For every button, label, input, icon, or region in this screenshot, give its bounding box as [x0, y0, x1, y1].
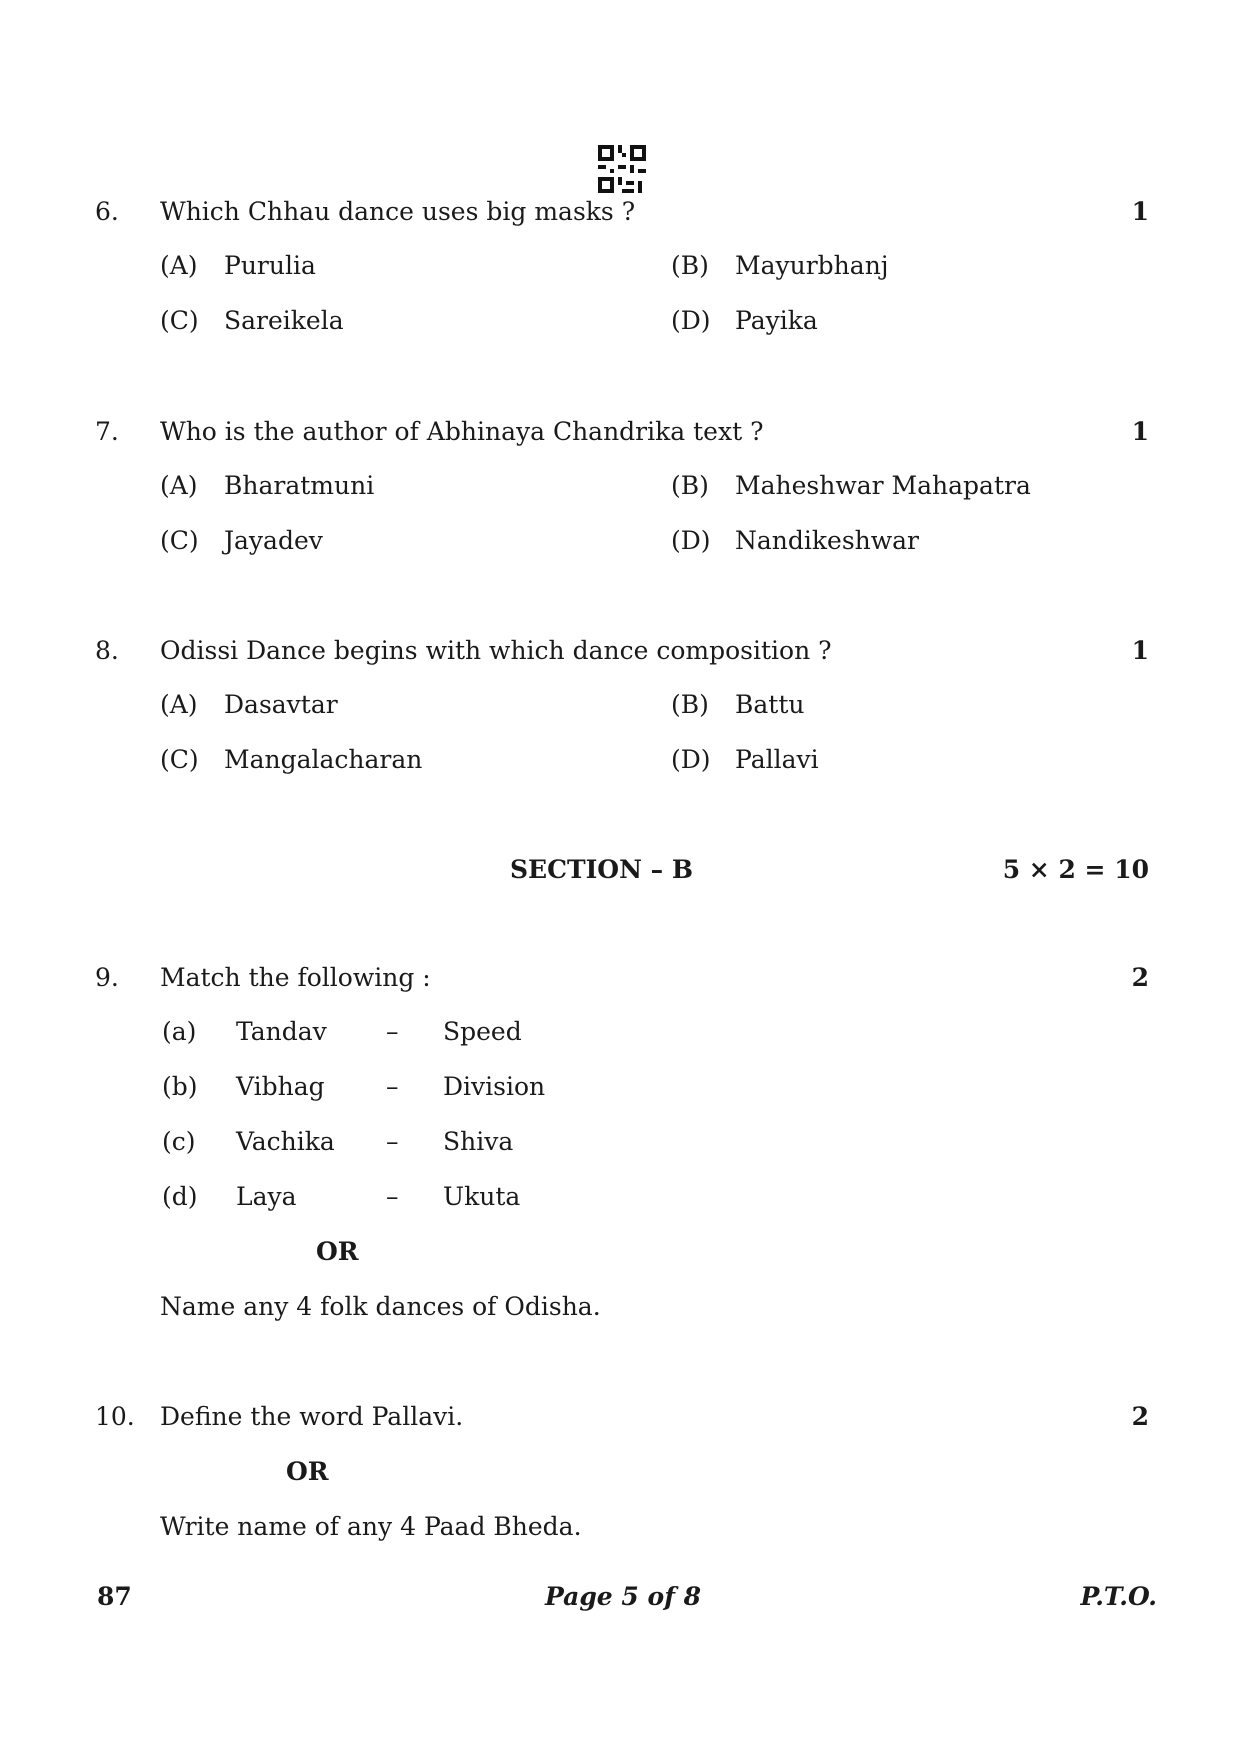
match-label: (d): [162, 1182, 198, 1211]
option-label: (B): [671, 471, 709, 500]
option-text: Jayadev: [224, 526, 323, 555]
question-text: Which Chhau dance uses big masks ?: [160, 197, 636, 226]
match-dash: –: [386, 1017, 399, 1046]
option-label: (C): [160, 306, 199, 335]
alternative-question: Write name of any 4 Paad Bheda.: [160, 1512, 582, 1541]
option-label: (C): [160, 526, 199, 555]
match-right: Shiva: [443, 1127, 514, 1156]
option-text: Payika: [735, 306, 818, 335]
question-text: Odissi Dance begins with which dance composition ?: [160, 636, 832, 665]
question-marks: 2: [1131, 963, 1149, 992]
page-number: Page 5 of 8: [545, 1582, 702, 1611]
option-text: Dasavtar: [224, 690, 338, 719]
option-label: (A): [160, 251, 198, 280]
question-marks: 1: [1131, 636, 1149, 665]
option-label: (B): [671, 690, 709, 719]
question-marks: 1: [1131, 197, 1149, 226]
match-dash: –: [386, 1182, 399, 1211]
option-text: Sareikela: [224, 306, 344, 335]
option-label: (A): [160, 690, 198, 719]
question-text: Define the word Pallavi.: [160, 1402, 464, 1431]
option-label: (D): [671, 526, 711, 555]
question-text: Who is the author of Abhinaya Chandrika text ?: [160, 417, 764, 446]
match-dash: –: [386, 1127, 399, 1156]
match-dash: –: [386, 1072, 399, 1101]
question-marks: 2: [1131, 1402, 1149, 1431]
match-left: Vibhag: [236, 1072, 325, 1101]
option-text: Pallavi: [735, 745, 819, 774]
alternative-question: Name any 4 folk dances of Odisha.: [160, 1292, 601, 1321]
match-right: Speed: [443, 1017, 522, 1046]
question-number: 6.: [95, 197, 119, 226]
match-right: Division: [443, 1072, 546, 1101]
option-text: Battu: [735, 690, 805, 719]
option-label: (B): [671, 251, 709, 280]
option-text: Maheshwar Mahapatra: [735, 471, 1031, 500]
question-number: 7.: [95, 417, 119, 446]
section-title: SECTION – B: [510, 855, 693, 884]
match-label: (b): [162, 1072, 198, 1101]
pto-label: P.T.O.: [1080, 1582, 1157, 1611]
option-text: Mangalacharan: [224, 745, 423, 774]
option-text: Bharatmuni: [224, 471, 375, 500]
match-left: Vachika: [236, 1127, 335, 1156]
option-text: Nandikeshwar: [735, 526, 920, 555]
question-number: 10.: [95, 1402, 135, 1431]
question-marks: 1: [1131, 417, 1149, 446]
match-label: (c): [162, 1127, 196, 1156]
option-label: (D): [671, 745, 711, 774]
paper-code: 87: [97, 1582, 132, 1611]
section-marks: 5 × 2 = 10: [1002, 855, 1149, 884]
match-left: Tandav: [236, 1017, 327, 1046]
option-text: Mayurbhanj: [735, 251, 889, 280]
option-label: (A): [160, 471, 198, 500]
qr-code: [598, 145, 646, 193]
or-label: OR: [316, 1237, 359, 1266]
option-label: (C): [160, 745, 199, 774]
question-text: Match the following :: [160, 963, 431, 992]
match-right: Ukuta: [443, 1182, 521, 1211]
match-left: Laya: [236, 1182, 297, 1211]
option-text: Purulia: [224, 251, 316, 280]
match-label: (a): [162, 1017, 197, 1046]
question-number: 8.: [95, 636, 119, 665]
or-label: OR: [286, 1457, 329, 1486]
question-number: 9.: [95, 963, 119, 992]
option-label: (D): [671, 306, 711, 335]
